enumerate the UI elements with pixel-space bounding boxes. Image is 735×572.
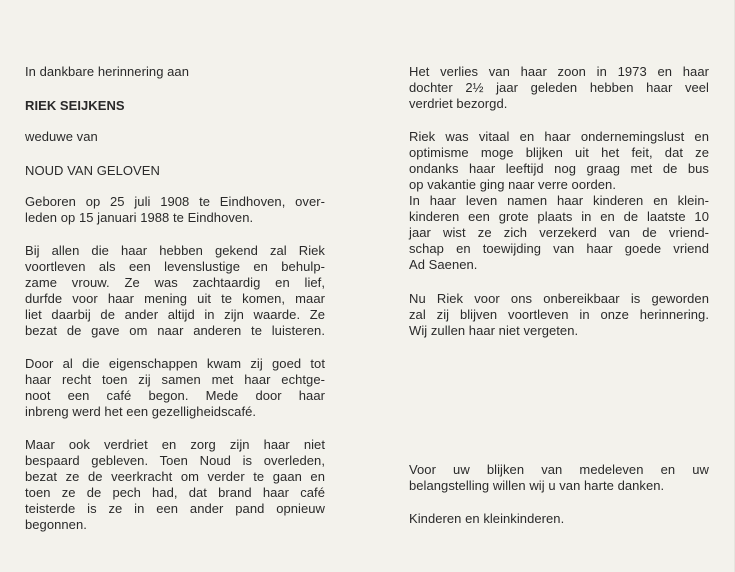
character-line: Bij allen die haar hebben gekend zal Riek	[25, 243, 325, 258]
character-line: zame vrouw. Ze was zachtaardig en lief,	[25, 275, 325, 290]
sorrow-line: bezat ze de veerkracht om verder te gaan en	[25, 469, 325, 484]
cafe-line: inbreng werd het een gezelligheidscafé.	[25, 404, 257, 419]
vitality-line: ondanks haar leeftijd nog graag met de bus	[409, 161, 709, 176]
vitality-line: jaar wist ze zich verzekerd van de vriend-	[409, 225, 709, 240]
sorrow-line: bespaard gebleven. Toen Noud is overleden,	[25, 453, 325, 468]
loss-line: Het verlies van haar zoon in 1973 en haar	[409, 64, 709, 79]
loss-line: verdriet bezorgd.	[409, 96, 508, 111]
thanks-line: belangstelling willen wij u van harte danken.	[409, 478, 665, 493]
birth-line: Geboren op 25 juli 1908 te Eindhoven, over-	[25, 194, 325, 209]
sorrow-line: toen ze de pech had, dat brand haar café	[25, 485, 325, 500]
vitality-line: optimisme moge blijken uit het feit, dat ze	[409, 145, 709, 160]
remembrance-line: Nu Riek voor ons onbereikbaar is geworden	[409, 291, 709, 306]
vitality-line: Ad Saenen.	[409, 257, 478, 272]
death-line: leden op 15 januari 1988 te Eindhoven.	[25, 210, 254, 225]
character-line: durfde voor haar mening uit te komen, maar	[25, 291, 325, 306]
character-line: bezat de gave om naar anderen te luisteren.	[25, 323, 325, 338]
character-line: liet daarbij de ander altijd in zijn waarde. Ze	[25, 307, 325, 322]
closing-signature: Kinderen en kleinkinderen.	[409, 511, 565, 526]
remembrance-line: Wij zullen haar niet vergeten.	[409, 323, 579, 338]
deceased-name: RIEK SEIJKENS	[25, 98, 125, 113]
character-line: voortleven als een levenslustige en behulp-	[25, 259, 325, 274]
sorrow-line: teisterde is ze in een ander pand opnieuw	[25, 501, 325, 516]
vitality-line: schap en toewijding van haar goede vriend	[409, 241, 709, 256]
sorrow-line: Maar ook verdriet en zorg zijn haar niet	[25, 437, 325, 452]
husband-name: NOUD VAN GELOVEN	[25, 163, 160, 178]
vitality-line: kinderen een grote plaats in en de laatste 10	[409, 209, 709, 224]
thanks-line: Voor uw blijken van medeleven en uw	[409, 462, 709, 477]
remembrance-line: zal zij blijven voortleven in onze herinnering.	[409, 307, 709, 322]
intro-line: In dankbare herinnering aan	[25, 64, 189, 79]
cafe-line: haar recht toen zij samen met haar echtge-	[25, 372, 325, 387]
vitality-line: Riek was vitaal en haar ondernemingslust en	[409, 129, 709, 144]
cafe-line: Door al die eigenschappen kwam zij goed tot	[25, 356, 325, 371]
vitality-line: op vakantie ging naar verre oorden.	[409, 177, 616, 192]
widow-of-line: weduwe van	[25, 129, 98, 144]
cafe-line: noot een café begon. Mede door haar	[25, 388, 325, 403]
loss-line: dochter 2½ jaar geleden hebben haar veel	[409, 80, 709, 95]
sorrow-line: begonnen.	[25, 517, 87, 532]
vitality-line: In haar leven namen haar kinderen en klein-	[409, 193, 709, 208]
